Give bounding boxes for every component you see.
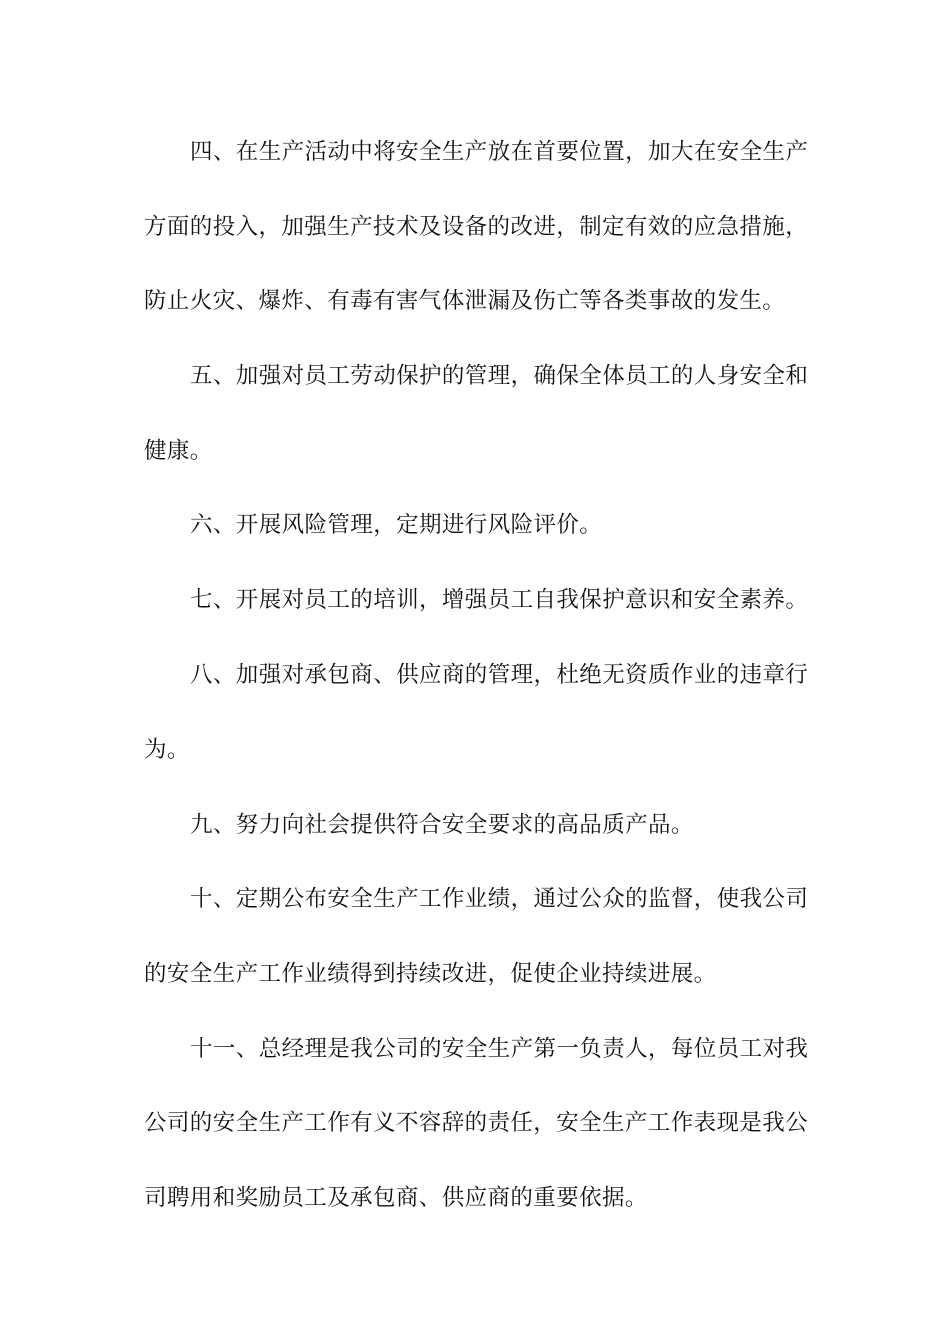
paragraph-11-line-3: 司聘用和奖励员工及承包商、供应商的重要依据。 [144, 1185, 648, 1211]
paragraph-5-line-1: 五、加强对员工劳动保护的管理，确保全体员工的人身安全和 [190, 363, 809, 389]
paragraph-10-line-2: 的安全生产工作业绩得到持续改进，促使企业持续进展。 [144, 961, 717, 987]
paragraph-8-line-1: 八、加强对承包商、供应商的管理，杜绝无资质作业的违章行 [190, 662, 809, 688]
paragraph-4-line-1: 四、在生产活动中将安全生产放在首要位置，加大在安全生产 [190, 139, 809, 165]
paragraph-6-line-1: 六、开展风险管理，定期进行风险评价。 [190, 512, 603, 538]
paragraph-11-line-2: 公司的安全生产工作有义不容辞的责任，安全生产工作表现是我公 [144, 1110, 809, 1136]
paragraph-8-line-2: 为。 [144, 737, 190, 763]
paragraph-11-line-1: 十一、总经理是我公司的安全生产第一负责人，每位员工对我 [190, 1036, 809, 1062]
paragraph-4-line-2: 方面的投入，加强生产技术及设备的改进，制定有效的应急措施， [144, 214, 809, 240]
paragraph-5-line-2: 健康。 [144, 438, 213, 464]
paragraph-10-line-1: 十、定期公布安全生产工作业绩，通过公众的监督，使我公司 [190, 886, 809, 912]
paragraph-7-line-1: 七、开展对员工的培训，增强员工自我保护意识和安全素养。 [190, 587, 809, 613]
paragraph-4-line-3: 防止火灾、爆炸、有毒有害气体泄漏及伤亡等各类事故的发生。 [144, 288, 786, 314]
paragraph-9-line-1: 九、努力向社会提供符合安全要求的高品质产品。 [190, 812, 694, 838]
